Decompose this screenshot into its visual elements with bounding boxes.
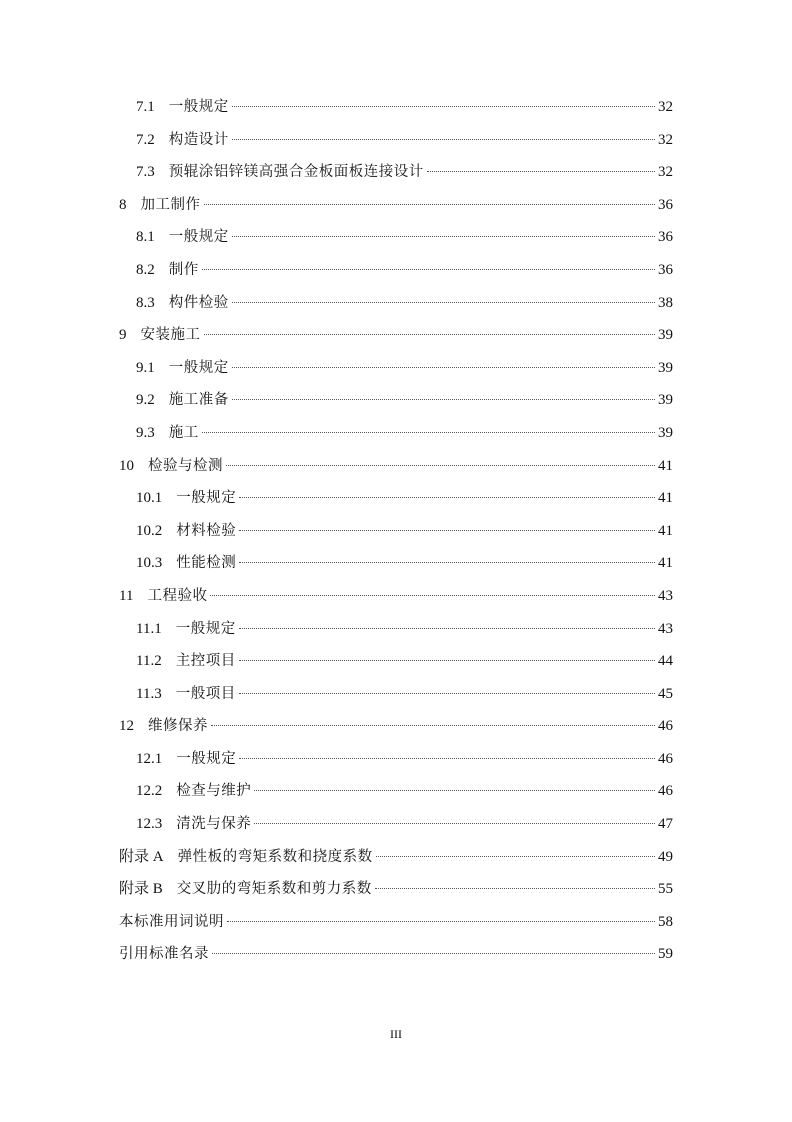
toc-entry-number: 8 bbox=[119, 196, 127, 213]
toc-dot-leader bbox=[254, 823, 655, 824]
toc-dot-leader bbox=[232, 367, 655, 368]
toc-dot-leader bbox=[232, 399, 655, 400]
toc-dot-leader bbox=[226, 465, 655, 466]
toc-entry-page: 39 bbox=[658, 424, 673, 441]
toc-entry[interactable] bbox=[119, 515, 673, 548]
toc-dot-leader bbox=[239, 530, 655, 531]
toc-entry-title: 清洗与保养 bbox=[176, 816, 252, 833]
toc-entry[interactable] bbox=[119, 450, 673, 483]
toc-entry-page: 36 bbox=[658, 229, 673, 246]
toc-entry-number: 9.1 bbox=[136, 359, 155, 376]
toc-entry-page: 32 bbox=[658, 164, 673, 181]
toc-entry[interactable] bbox=[119, 743, 673, 776]
toc-entry-title: 一般规定 bbox=[175, 620, 236, 637]
toc-dot-leader bbox=[212, 953, 655, 954]
toc-entry[interactable] bbox=[119, 938, 673, 971]
toc-entry[interactable] bbox=[119, 678, 673, 711]
toc-entry-number: 附录 A bbox=[119, 848, 164, 865]
toc-dot-leader bbox=[239, 693, 655, 694]
toc-entry-number: 9.3 bbox=[136, 424, 155, 441]
toc-entry-page: 36 bbox=[658, 261, 673, 278]
toc-entry-number: 10.1 bbox=[136, 490, 163, 507]
toc-entry-page: 49 bbox=[658, 848, 673, 865]
toc-entry-number: 12.2 bbox=[136, 783, 163, 800]
toc-entry[interactable] bbox=[119, 873, 673, 906]
toc-entry[interactable] bbox=[119, 254, 673, 287]
toc-dot-leader bbox=[227, 921, 655, 922]
toc-entry-page: 45 bbox=[658, 685, 673, 702]
toc-entry-number: 7.1 bbox=[136, 99, 155, 115]
toc-entry-page: 39 bbox=[658, 392, 673, 409]
toc-dot-leader bbox=[210, 595, 655, 596]
toc-entry[interactable] bbox=[119, 482, 673, 515]
toc-entry-page: 58 bbox=[658, 913, 673, 930]
toc-dot-leader bbox=[232, 106, 655, 107]
toc-entry-number: 附录 B bbox=[119, 881, 163, 898]
toc-dot-leader bbox=[427, 171, 655, 172]
toc-entry[interactable] bbox=[119, 417, 673, 450]
toc-entry-page: 41 bbox=[658, 555, 673, 572]
toc-entry[interactable] bbox=[119, 352, 673, 385]
toc-entry-title: 引用标准名录 bbox=[119, 946, 209, 963]
toc-entry-page: 41 bbox=[658, 522, 673, 539]
toc-entry-page: 44 bbox=[658, 653, 673, 670]
toc-entry-title: 一般项目 bbox=[175, 685, 236, 702]
toc-entry-number: 10 bbox=[119, 457, 134, 474]
toc-entry-title: 检验与检测 bbox=[148, 457, 223, 474]
toc-entry-title: 施工准备 bbox=[168, 392, 229, 409]
toc-entry-number: 7.3 bbox=[136, 164, 155, 181]
toc-dot-leader bbox=[239, 497, 655, 498]
toc-entry-number: 11 bbox=[119, 587, 134, 604]
toc-entry-page: 59 bbox=[658, 946, 673, 963]
toc-dot-leader bbox=[204, 334, 656, 335]
toc-entry[interactable] bbox=[119, 189, 673, 222]
toc-entry-title: 构造设计 bbox=[168, 131, 229, 148]
toc-entry-title: 一般规定 bbox=[176, 490, 237, 507]
page-number: III bbox=[390, 1027, 402, 1041]
toc-entry-number: 8.2 bbox=[136, 261, 155, 278]
toc-entry-number: 10.2 bbox=[136, 522, 163, 539]
toc-entry[interactable] bbox=[119, 775, 673, 808]
toc-entry-title: 一般规定 bbox=[168, 359, 229, 376]
toc-entry-number: 12.3 bbox=[136, 816, 163, 833]
toc-entry-title: 施工 bbox=[168, 424, 199, 441]
toc-entry[interactable] bbox=[119, 221, 673, 254]
toc-entry-title: 主控项目 bbox=[175, 653, 236, 670]
toc-dot-leader bbox=[239, 628, 655, 629]
toc-dot-leader bbox=[232, 139, 655, 140]
toc-entry-title: 预辊涂铝锌镁高强合金板面板连接设计 bbox=[168, 164, 424, 181]
toc-entry-page: 38 bbox=[658, 294, 673, 311]
toc-entry-title: 检查与维护 bbox=[176, 783, 252, 800]
toc-entry[interactable] bbox=[119, 841, 673, 874]
toc-entry-title: 制作 bbox=[168, 261, 199, 278]
toc-entry-number: 12.1 bbox=[136, 750, 163, 767]
toc-entry[interactable] bbox=[119, 808, 673, 841]
toc-dot-leader bbox=[232, 302, 655, 303]
toc-dot-leader bbox=[375, 888, 655, 889]
toc-entry-number: 12 bbox=[119, 718, 134, 735]
toc-entry-page: 55 bbox=[658, 881, 673, 898]
toc-dot-leader bbox=[211, 725, 655, 726]
toc-entry[interactable] bbox=[119, 580, 673, 613]
toc-dot-leader bbox=[376, 856, 655, 857]
toc-entry-number: 7.2 bbox=[136, 131, 155, 148]
toc-entry-title: 材料检验 bbox=[176, 522, 237, 539]
toc-entry-page: 46 bbox=[658, 750, 673, 767]
toc-dot-leader bbox=[202, 269, 655, 270]
toc-entry-page: 46 bbox=[658, 783, 673, 800]
toc-entry-title: 维修保养 bbox=[148, 718, 208, 735]
toc-entry-page: 41 bbox=[658, 490, 673, 507]
toc-entry-number: 9.2 bbox=[136, 392, 155, 409]
toc-entry-page: 46 bbox=[658, 718, 673, 735]
toc-entry-number: 11.3 bbox=[136, 685, 162, 702]
toc-entry[interactable] bbox=[119, 156, 673, 189]
toc-entry-page: 47 bbox=[658, 816, 673, 833]
toc-entry[interactable] bbox=[119, 645, 673, 678]
toc-entry-page: 43 bbox=[658, 587, 673, 604]
toc-entry[interactable] bbox=[119, 613, 673, 646]
toc-entry-title: 交叉肋的弯矩系数和剪力系数 bbox=[176, 881, 372, 898]
toc-dot-leader bbox=[254, 790, 655, 791]
toc-entry-title: 加工制作 bbox=[140, 196, 201, 213]
toc-entry-page: 32 bbox=[658, 131, 673, 148]
toc-entry-page: 36 bbox=[658, 196, 673, 213]
toc-entry-title: 性能检测 bbox=[176, 555, 237, 572]
toc-entry[interactable] bbox=[119, 547, 673, 580]
toc-dot-leader bbox=[204, 204, 656, 205]
toc-dot-leader bbox=[239, 660, 655, 661]
toc-entry-page: 41 bbox=[658, 457, 673, 474]
toc-entry[interactable] bbox=[119, 319, 673, 352]
toc-dot-leader bbox=[202, 432, 655, 433]
toc-dot-leader bbox=[232, 236, 655, 237]
toc-entry-title: 一般规定 bbox=[168, 99, 229, 115]
toc-entry-title: 安装施工 bbox=[140, 327, 201, 344]
toc-entry-number: 9 bbox=[119, 327, 127, 344]
toc-entry-title: 弹性板的弯矩系数和挠度系数 bbox=[177, 848, 373, 865]
toc-entry[interactable] bbox=[119, 287, 673, 320]
toc-entry-page: 39 bbox=[658, 327, 673, 344]
toc-dot-leader bbox=[239, 562, 655, 563]
toc-entry-title: 工程验收 bbox=[147, 587, 208, 604]
toc-dot-leader bbox=[239, 758, 655, 759]
toc-entry-number: 11.2 bbox=[136, 653, 162, 670]
toc-entry[interactable] bbox=[119, 124, 673, 157]
toc-entry-number: 8.3 bbox=[136, 294, 155, 311]
toc-entry-title: 本标准用词说明 bbox=[119, 913, 224, 930]
toc-entry-number: 8.1 bbox=[136, 229, 155, 246]
toc-entry[interactable] bbox=[119, 91, 673, 124]
toc-entry[interactable] bbox=[119, 384, 673, 417]
toc-entry-page: 43 bbox=[658, 620, 673, 637]
toc-entry-number: 11.1 bbox=[136, 620, 162, 637]
toc-entry[interactable] bbox=[119, 710, 673, 743]
toc-entry[interactable] bbox=[119, 906, 673, 939]
toc-entry-number: 10.3 bbox=[136, 555, 163, 572]
toc-entry-page: 39 bbox=[658, 359, 673, 376]
toc-entry-title: 一般规定 bbox=[176, 750, 237, 767]
toc-entry-title: 一般规定 bbox=[168, 229, 229, 246]
toc-entry-page: 32 bbox=[658, 99, 673, 115]
toc-entry-title: 构件检验 bbox=[168, 294, 229, 311]
table-of-contents bbox=[119, 91, 673, 971]
